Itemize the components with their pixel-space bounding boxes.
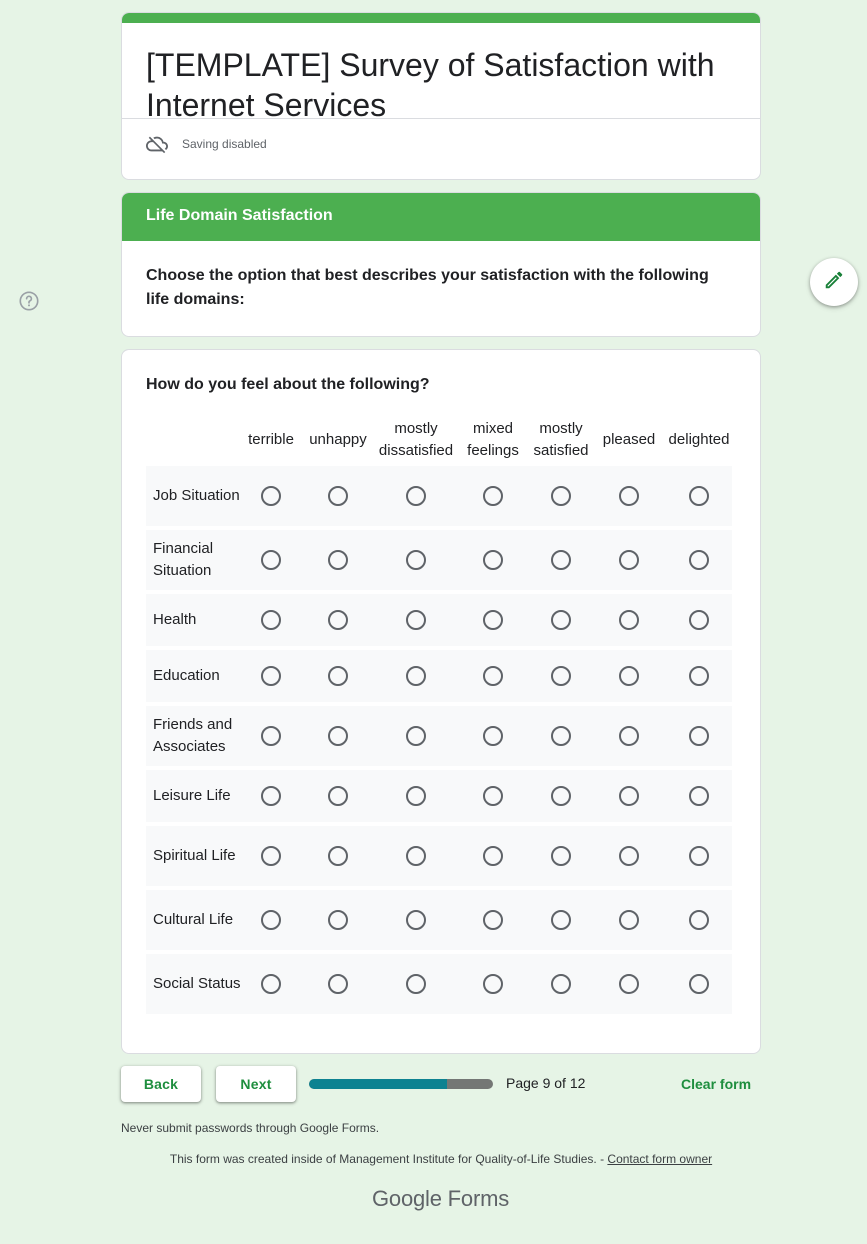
- radio-button[interactable]: [261, 610, 281, 630]
- column-header-label: [669, 429, 730, 451]
- clear-form-button[interactable]: Clear form: [681, 1076, 752, 1092]
- radio-button[interactable]: [328, 974, 348, 994]
- radio-button[interactable]: [619, 974, 639, 994]
- radio-button[interactable]: [483, 846, 503, 866]
- radio-button[interactable]: [689, 910, 709, 930]
- radio-button[interactable]: [406, 846, 426, 866]
- radio-button[interactable]: [551, 786, 571, 806]
- section-card: [121, 192, 761, 337]
- column-header-line: delighted: [668, 431, 730, 448]
- radio-button[interactable]: [406, 610, 426, 630]
- radio-button[interactable]: [551, 726, 571, 746]
- grid-row: [146, 530, 732, 590]
- column-header-label: [379, 418, 453, 462]
- column-header-line: mostly: [394, 420, 438, 437]
- radio-button[interactable]: [689, 846, 709, 866]
- column-header-line: pleased: [602, 431, 656, 448]
- form-title: [TEMPLATE] Survey of Satisfaction with Internet Services: [146, 47, 715, 123]
- grid-question-card: [121, 349, 761, 1054]
- next-button[interactable]: Next: [216, 1066, 296, 1102]
- row-label: Social Status: [153, 975, 241, 992]
- form-title-card: [121, 12, 761, 180]
- radio-button[interactable]: [619, 846, 639, 866]
- radio-button[interactable]: [483, 910, 503, 930]
- radio-button[interactable]: [689, 550, 709, 570]
- grid-rows: [146, 466, 732, 1014]
- radio-button[interactable]: [551, 910, 571, 930]
- saving-status-row: [122, 119, 760, 169]
- radio-button[interactable]: [483, 666, 503, 686]
- column-header: [379, 414, 453, 466]
- radio-button[interactable]: [619, 666, 639, 686]
- radio-button[interactable]: [483, 486, 503, 506]
- column-header: [309, 414, 367, 466]
- back-button[interactable]: Back: [121, 1066, 201, 1102]
- radio-button[interactable]: [406, 486, 426, 506]
- radio-button[interactable]: [483, 726, 503, 746]
- column-header-line: satisfied: [533, 442, 589, 459]
- row-label: Spiritual Life: [153, 847, 236, 864]
- radio-button[interactable]: [406, 786, 426, 806]
- grid-row: [146, 706, 732, 766]
- radio-button[interactable]: [619, 486, 639, 506]
- radio-button[interactable]: [328, 486, 348, 506]
- radio-button[interactable]: [328, 726, 348, 746]
- section-title: Life Domain Satisfaction: [122, 193, 760, 241]
- radio-button[interactable]: [328, 666, 348, 686]
- radio-button[interactable]: [406, 974, 426, 994]
- column-header-line: feelings: [467, 442, 519, 459]
- radio-button[interactable]: [619, 910, 639, 930]
- column-header: [248, 414, 294, 466]
- radio-button[interactable]: [551, 486, 571, 506]
- radio-button[interactable]: [689, 486, 709, 506]
- question-title: How do you feel about the following?: [146, 376, 430, 393]
- column-header-label: [603, 429, 656, 451]
- help-circle-icon[interactable]: [18, 290, 40, 312]
- row-label: Leisure Life: [153, 787, 231, 804]
- grid-row: [146, 954, 732, 1014]
- column-header-label: [533, 418, 588, 462]
- radio-button[interactable]: [261, 974, 281, 994]
- radio-button[interactable]: [328, 910, 348, 930]
- grid-row: [146, 466, 732, 526]
- row-label: Financial Situation: [153, 540, 214, 579]
- section-description: Choose the option that best describes your satisfaction with the following life domains:: [146, 267, 709, 308]
- radio-button[interactable]: [689, 786, 709, 806]
- page-indicator: Page 9 of 12: [506, 1075, 586, 1091]
- radio-button[interactable]: [406, 726, 426, 746]
- row-label: Education: [153, 667, 220, 684]
- column-header-line: unhappy: [309, 431, 367, 448]
- radio-button[interactable]: [261, 786, 281, 806]
- progress-bar: [309, 1079, 493, 1089]
- grid-header: [146, 414, 732, 466]
- radio-button[interactable]: [619, 726, 639, 746]
- column-header: [603, 414, 656, 466]
- column-header-line: terrible: [248, 431, 294, 448]
- cloud-off-icon: [146, 133, 168, 155]
- radio-button[interactable]: [551, 846, 571, 866]
- edit-form-button[interactable]: [810, 258, 858, 306]
- choice-grid: [146, 414, 732, 1018]
- radio-button[interactable]: [261, 550, 281, 570]
- grid-row: [146, 890, 732, 950]
- column-header-line: dissatisfied: [378, 442, 454, 459]
- column-header-label: [309, 429, 367, 451]
- grid-row: [146, 770, 732, 822]
- radio-button[interactable]: [328, 550, 348, 570]
- logo-forms-text: Forms: [447, 1186, 509, 1211]
- radio-button[interactable]: [406, 910, 426, 930]
- radio-button[interactable]: [619, 550, 639, 570]
- radio-button[interactable]: [483, 974, 503, 994]
- radio-button[interactable]: [261, 486, 281, 506]
- radio-button[interactable]: [261, 726, 281, 746]
- created-inside-text: This form was created inside of Management Institute for Quality-of-Life Studies. -: [169, 1152, 608, 1166]
- logo-google-text: Google: [372, 1186, 442, 1211]
- saving-status-text: Saving disabled: [182, 137, 267, 151]
- column-header-label: [248, 429, 294, 451]
- radio-button[interactable]: [689, 726, 709, 746]
- radio-button[interactable]: [689, 610, 709, 630]
- created-inside-notice: [0, 1152, 867, 1166]
- radio-button[interactable]: [689, 666, 709, 686]
- column-header-line: mostly: [539, 420, 583, 437]
- row-label: Job Situation: [153, 487, 240, 504]
- radio-button[interactable]: [261, 910, 281, 930]
- contact-owner-link[interactable]: Contact form owner: [607, 1152, 713, 1166]
- radio-button[interactable]: [406, 550, 426, 570]
- radio-button[interactable]: [483, 786, 503, 806]
- row-label: Health: [153, 611, 197, 628]
- radio-button[interactable]: [551, 974, 571, 994]
- radio-button[interactable]: [551, 550, 571, 570]
- column-header-label: [467, 418, 519, 462]
- radio-button[interactable]: [328, 610, 348, 630]
- radio-button[interactable]: [261, 666, 281, 686]
- grid-row: [146, 594, 732, 646]
- radio-button[interactable]: [261, 846, 281, 866]
- radio-button[interactable]: [689, 974, 709, 994]
- row-label: Cultural Life: [153, 911, 234, 928]
- grid-row: [146, 650, 732, 702]
- radio-button[interactable]: [551, 610, 571, 630]
- radio-button[interactable]: [483, 550, 503, 570]
- row-label: Friends and Associates: [153, 716, 233, 755]
- radio-button[interactable]: [328, 846, 348, 866]
- radio-button[interactable]: [483, 610, 503, 630]
- radio-button[interactable]: [551, 666, 571, 686]
- column-header-line: mixed: [472, 420, 514, 437]
- progress-fill: [309, 1079, 447, 1089]
- google-forms-logo[interactable]: [372, 1186, 509, 1212]
- pencil-icon: [823, 269, 845, 296]
- accent-bar: [122, 13, 760, 23]
- radio-button[interactable]: [619, 786, 639, 806]
- column-header: [533, 414, 588, 466]
- column-header: [669, 414, 730, 466]
- password-warning: Never submit passwords through Google Forms.: [121, 1121, 380, 1135]
- radio-button[interactable]: [328, 786, 348, 806]
- radio-button[interactable]: [406, 666, 426, 686]
- radio-button[interactable]: [619, 610, 639, 630]
- grid-row: [146, 826, 732, 886]
- column-header: [467, 414, 519, 466]
